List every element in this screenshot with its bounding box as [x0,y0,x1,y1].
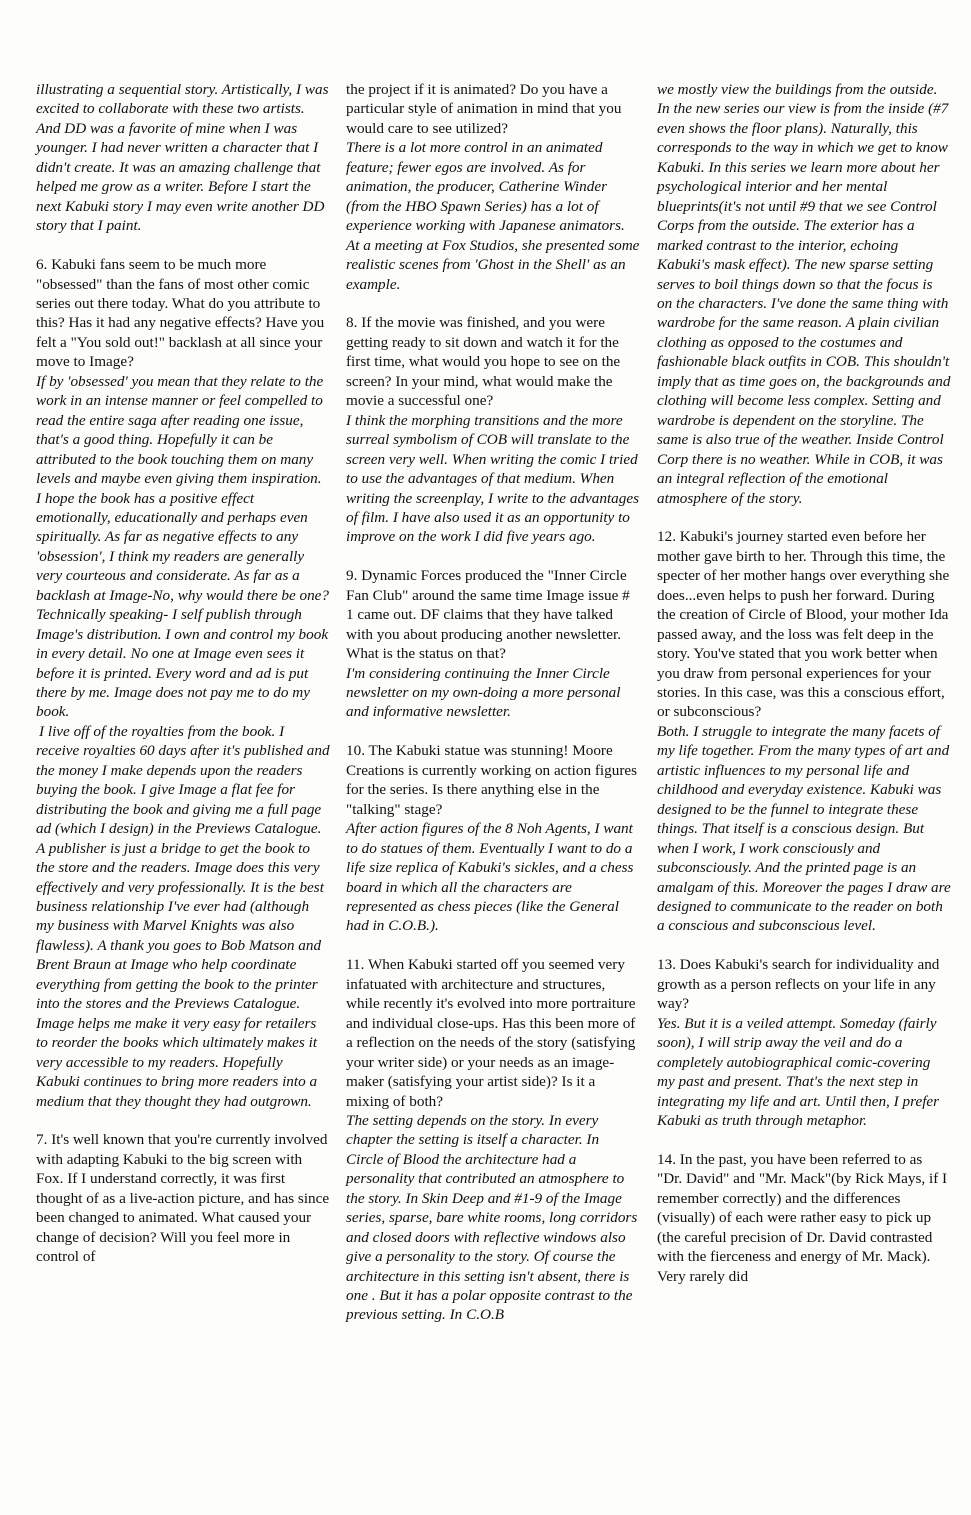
question-paragraph: 7. It's well known that you're currently involved with adapting Kabuki to the big screen with Fox. If I understand correctly, it was first thought of as a live-action picture, and has since been changed to animated. What caused your change of decision? Will you feel more in control of [36,1131,330,1266]
question-paragraph: 13. Does Kabuki's search for individuality and growth as a person reflects on your life in any way? [657,956,940,1013]
answer-paragraph: illustrating a sequential story. Artistically, I was excited to collaborate with these two artists. And DD was a favorite of mine when I was younger. I had never written a character that I didn't create. It was an amazing challenge that helped me grow as a writer. Before I start the next Kabuki story I may even write another DD story that I paint. [36,81,329,235]
answer-paragraph: If by 'obsessed' you mean that they relate to the work in an intense manner or feel compelled to read the entire saga after reading one issue, that's a good thing. Hopefully it can be attributed to the book touching them on many levels and maybe even giving them inspiration. I hope the book has a positive effect emotionally, educationally and perhaps even spiritually. As far as negative effects to any 'obsession', I think my readers are generally very courteous and considerate. As far as a backlash at Image-No, why would there be one? Technically speaking- I self publish through Image's distribution. I own and control my book in every detail. No one at Image even sees it before it is printed. Every word and ad is put there by me. Image does not pay me to do my book. [36,372,330,721]
question-paragraph: 8. If the movie was finished, and you were getting ready to sit down and watch it for the first time, what would you hope to see on the screen? In your mind, what would make the movie a successful one? [346,314,621,410]
question-paragraph: 6. Kabuki fans seem to be much more "obsessed" than the fans of most other comic series out there today. What do you attribute to this? Has it had any negative effects? Have you felt a "You sold out!" backlash at all since your move to Image? [36,256,325,371]
question-paragraph: 10. The Kabuki statue was stunning! Moore Creations is currently working on action figures for the series. Is there anything else in the "talking" stage? [346,742,638,818]
answer-paragraph: we mostly view the buildings from the outside. In the new series our view is from the inside (#7 even shows the floor plans). Naturally, this corresponds to the way in which we get to know Kabuki. In this series we learn more about her psychological interior and her mental blueprints(it's not until #9 that we see Control Corps from the outside. The exterior has a marked contrast to the interior, echoing Kabuki's mask effect). The new sparse setting serves to boil things down so that the focus is on the characters. I've done the same thing with wardrobe for the same reason. A plain civilian clothing as opposed to the costumes and fashionable black outfits in COB. This shouldn't imply that as time goes on, the backgrounds and clothing will become less complex. Setting and wardrobe is dependent on the storyline. The same is also true of the weather. Inside Control Corp there is no weather. While in COB, it was an integral reflection of the emotional atmosphere of the story. [657,81,951,507]
text-column-1 [36,80,330,1267]
answer-paragraph: There is a lot more control in an animated feature; fewer egos are involved. As for animation, the producer, Catherine Winder (from the HBO Spawn Series) has a lot of experience working with Japanese animators. At a meeting at Fox Studios, she presented some realistic scenes from 'Ghost in the Shell' as an example. [346,139,640,293]
answer-paragraph: I'm considering continuing the Inner Circle newsletter on my own-doing a more personal and informative newsletter. [346,664,621,721]
answer-paragraph: After action figures of the 8 Noh Agents, I want to do statues of them. Eventually I want to do a life size replica of Kabuki's sickles, and a chess board in which all the characters are represented as chess pieces (like the General had in C.O.B.). [346,820,634,935]
question-paragraph: 11. When Kabuki started off you seemed very infatuated with architecture and structures, while recently it's evolved into more portraiture and individual close-ups. Has this been more of a reflection on the needs of the story (satisfying your writer side) or your needs as an image-maker (satisfying your artist side)? Is it a mixing of both? [346,956,636,1110]
answer-paragraph: I live off of the royalties from the book. I receive royalties 60 days after it's published and the money I make depends upon the readers buying the book. I give Image a flat fee for distributing the book and giving me a full page ad (which I design) in the Previews Catalogue. A publisher is just a bridge to get the book to the store and the readers. Image does this very effectively and very professionally. It is the best business relationship I've ever had (although my business with Marvel Knights was also flawless). A thank you goes to Bob Matson and Brent Braun at Image who help coordinate everything from getting the book to the printer into the stores and the Previews Catalogue. Image helps me make it very easy for retailers to reorder the books which ultimately makes it very accessible to my readers. Hopefully Kabuki continues to bring more readers into a medium that they thought they had outgrown. [36,722,330,1110]
question-paragraph: the project if it is animated? Do you have a particular style of animation in mind that you would care to see utilized? [346,81,622,137]
answer-paragraph: I think the morphing transitions and the more surreal symbolism of COB will translate to the screen very well. When writing the comic I tried to use the advantages of that medium. When writing the screenplay, I write to the advantages of film. I have also used it as an opportunity to improve on the work I did five years ago. [346,411,640,546]
text-column-2 [346,80,640,1325]
question-paragraph: 14. In the past, you have been referred to as "Dr. David" and "Mr. Mack"(by Rick Mays, if I remember correctly) and the differences (visually) of each were rather easy to pick up (the careful precision of Dr. David contrasted with the fierceness and energy of Mr. Mack). Very rarely did [657,1150,948,1285]
answer-paragraph: The setting depends on the story. In every chapter the setting is itself a character. In Circle of Blood the architecture had a personality that contributed an atmosphere to the story. In Skin Deep and #1-9 of the Image series, sparse, bare white rooms, long corridors and closed doors with reflective windows also give a personality to the story. Of course the architecture in this setting isn't absent, there is one . But it has a polar opposite contrast to the previous setting. In C.O.B [346,1111,638,1324]
answer-paragraph: Yes. But it is a veiled attempt. Someday (fairly soon), I will strip away the veil and do a completely autobiographical comic-covering my past and present. That's the next step in integrating my life and art. Until then, I prefer Kabuki as truth through metaphor. [657,1014,940,1129]
question-paragraph: 9. Dynamic Forces produced the "Inner Circle Fan Club" around the same time Image issue # 1 came out. DF claims that they have talked with you about producing another newsletter. What is the status on that? [346,567,630,663]
text-column-3 [657,80,951,1286]
answer-paragraph: Both. I struggle to integrate the many facets of my life together. From the many types of art and artistic influences to my personal life and childhood and everyday existence. Kabuki was designed to be the funnel to integrate these things. That itself is a conscious design. But when I work, I work consciously and subconsciously. And the printed page is an amalgam of this. Moreover the pages I draw are designed to communicate to the reader on both a conscious and subconscious level. [657,722,951,935]
question-paragraph: 12. Kabuki's journey started even before her mother gave birth to her. Through this time, the specter of her mother hangs over everything she does...even helps to push her forward. During the creation of Circle of Blood, your mother Ida passed away, and the loss was felt deep in the story. You've stated that you work better when you draw from personal experiences for your stories. In this case, was this a conscious effort, or subconscious? [657,528,950,721]
